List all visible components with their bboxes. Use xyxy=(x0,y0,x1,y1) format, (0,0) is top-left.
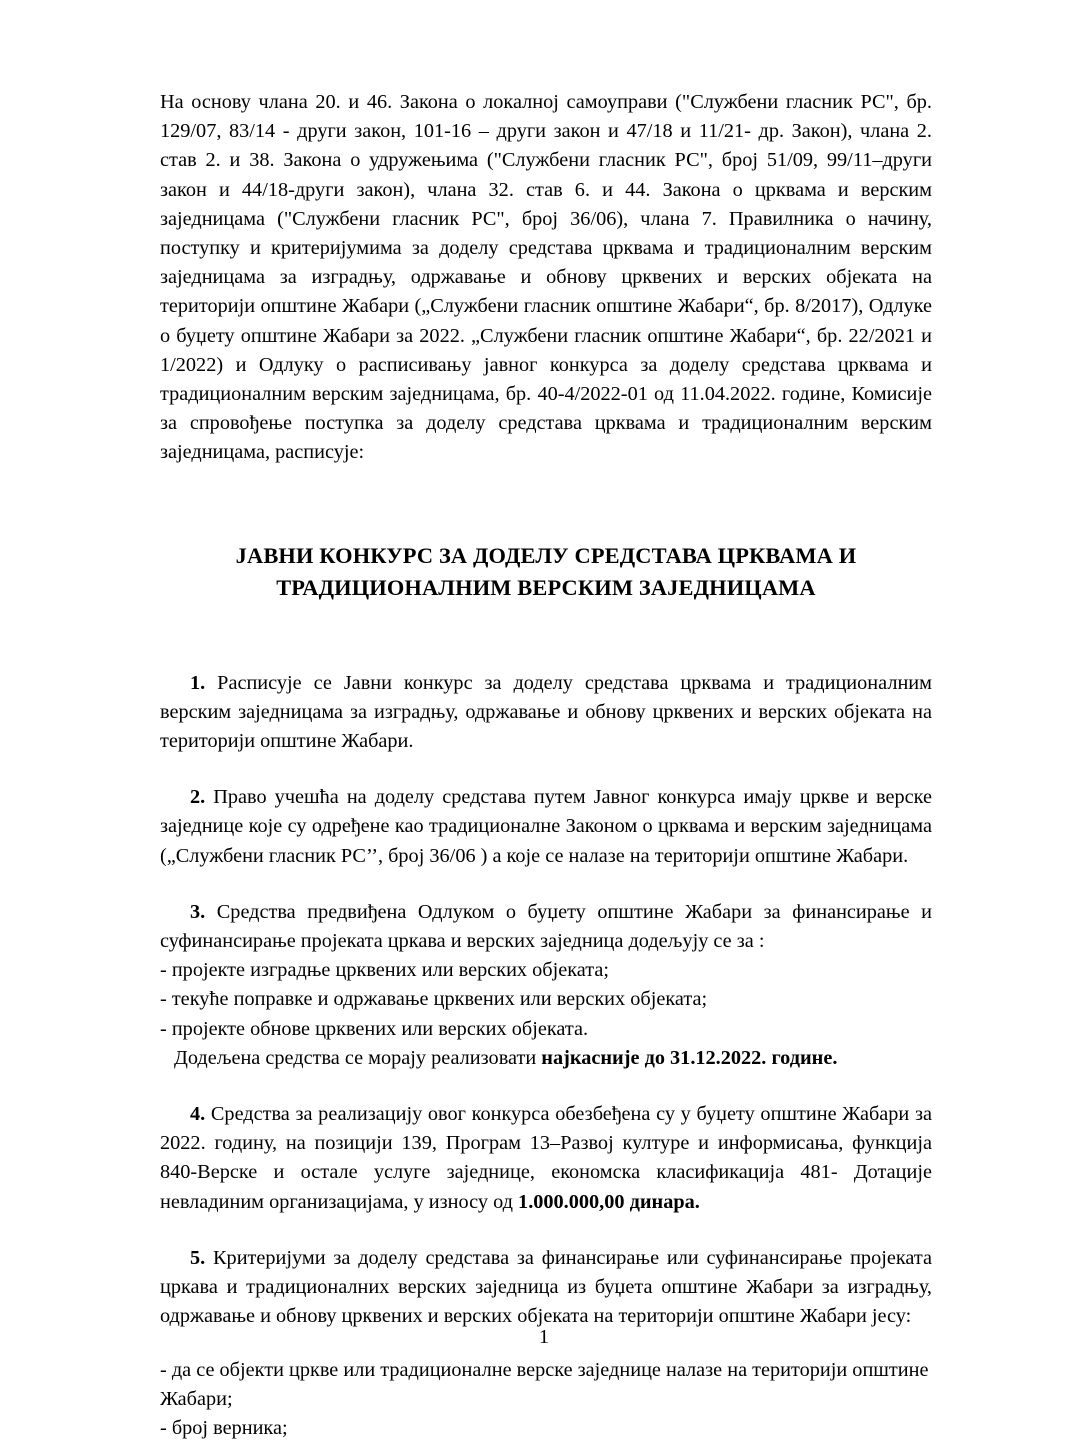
preamble-paragraph: На основу члана 20. и 46. Закона о локалној самоуправи ("Службени гласник РС", бр. 129/07, 83/14 - други закон, 101-16 – други закон и 47/18 и 11/21- др. Закон), члана 2. став 2. и 38. Закона о удружењима ("Службени гласник РС", број 51/09, 99/11–други закон и 44/18-други закон), члана 32. став 6. и 44. Закона о црквама и верским заједницама ("Службени гласник РС", број 36/06), члана 7. Правилника о начину, поступку и критеријумима за доделу средстава црквама и традиционалним верским заједницама за изградњу, одржавање и обнову црквених и верских објеката на територији општине Жабари („Службени гласник општине Жабари“, бр. 8/2017), Одлуке о буџету општине Жабари за 2022. „Службени гласник општине Жабари“, бр. 22/2021 и 1/2022) и Одлуку о расписивању јавног конкурса за доделу средстава црквама и традиционалним верским заједницама, бр. 40-4/2022-01 од 11.04.2022. године, Комисије за спровођење поступка за доделу средстава црквама и традиционалним верским заједницама, расписује: xyxy=(160,91,932,464)
item-4-text: Средства за реализацију овог конкурса обезбеђена су у буџету општине Жабари за 2022. годину, на позицији 139, Програм 13–Развој културе и информисања, функција 840-Верске и остале услуге заједнице, економска класификација 481- Дотације невладиним организацијама, у износу од xyxy=(160,1103,932,1213)
item-3 xyxy=(160,898,932,956)
item-5-text: Критеријуми за доделу средстава за финансирање или суфинансирање пројеката цркава и традиционалних верских заједница из буџета општине Жабари за изградњу, одржавање и обнову црквених и верских објеката на територији општине Жабари јесу: xyxy=(160,1246,932,1328)
item-3-bullet-1: - пројекте изградње црквених или верских објеката; xyxy=(160,959,610,982)
item-1 xyxy=(160,669,932,757)
document-title-block xyxy=(160,526,932,604)
item-4-amount: 1.000.000,00 динара. xyxy=(518,1190,700,1213)
item-2-number: 2. xyxy=(190,786,206,809)
item-5-number: 5. xyxy=(190,1246,206,1269)
page-number: 1 xyxy=(538,1326,550,1348)
item-3-deadline-prefix: Додељена средства се морају реализовати xyxy=(174,1046,542,1069)
document-title-line-1: ЈАВНИ КОНКУРС ЗА ДОДЕЛУ СРЕДСТАВА ЦРКВАМА И xyxy=(235,542,857,568)
item-3-text: Средства предвиђена Одлуком о буџету општине Жабари за финансирање и суфинансирање пројеката цркава и верских заједница додељују се за : xyxy=(160,900,932,953)
item-5 xyxy=(160,1244,932,1332)
item-3-bullet-3: - пројекте обнове црквених или верских објеката. xyxy=(160,1017,589,1040)
item-5-bullet-1: - да се објекти цркве или традиционалне верске заједнице налазе на територији општине Жабари; xyxy=(160,1358,929,1410)
item-4 xyxy=(160,1100,932,1217)
document-body xyxy=(160,88,932,1443)
item-5-bullet-2: - број верника; xyxy=(160,1416,288,1439)
document-title-line-2: ТРАДИЦИОНАЛНИМ ВЕРСКИМ ЗАЈЕДНИЦАМА xyxy=(276,574,816,600)
item-2-text: Право учешћа на доделу средстава путем Јавног конкурса имају цркве и верске заједнице које су одређене као традиционалне Законом о црквама и верским заједницама („Службени гласник РС’’, број 36/06 ) а које се налазе на територији општине Жабари. xyxy=(160,786,932,867)
item-3-bullet-2: - текуће поправке и одржавање црквених или верских објеката; xyxy=(160,988,708,1011)
item-2 xyxy=(160,783,932,871)
title-top-spacer xyxy=(160,526,932,540)
item-1-number: 1. xyxy=(190,671,206,694)
title-bottom-spacer xyxy=(160,612,932,642)
item-4-number: 4. xyxy=(190,1103,206,1126)
item-1-text: Расписује се Јавни конкурс за доделу средстава црквама и традиционалним верским заједницама за изградњу, одржавање и обнову црквених и верских објеката на територији општине Жабари. xyxy=(160,671,932,753)
item-3-deadline-date: најкасније до 31.12.2022. године. xyxy=(541,1046,838,1069)
item-3-deadline xyxy=(160,1044,932,1073)
item-3-number: 3. xyxy=(190,900,206,923)
